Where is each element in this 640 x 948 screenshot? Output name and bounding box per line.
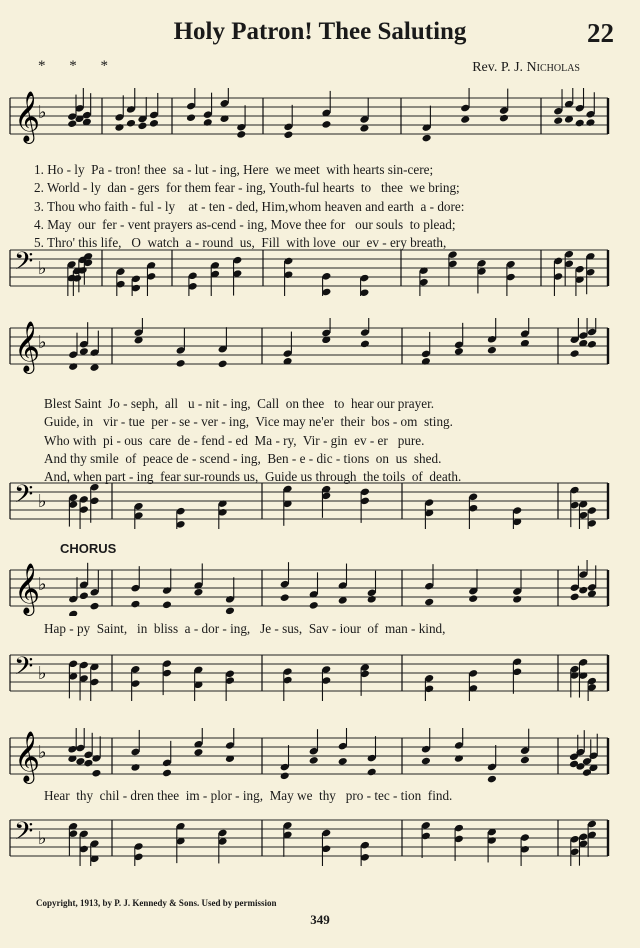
copyright-notice: Copyright, 1913, by P. J. Kennedy & Sons. Used by permission [36,898,277,908]
bass-clef-icon: 𝄢 [14,247,34,282]
treble-clef-icon: 𝄞 [14,91,41,142]
flat-key-signature-icon: ♭ [38,828,47,849]
verse-line-1b: Blest Saint Jo - seph, all u - nit - ing, Call on thee to hear our prayer. [44,396,435,412]
chorus-label: CHORUS [60,541,117,556]
author-prefix: Rev. P. J. [472,60,527,75]
hymn-title: Holy Patron! Thee Saluting [173,18,467,45]
author-credit [472,60,580,76]
flat-key-signature-icon: ♭ [38,258,47,279]
verse-line-2b: Guide, in vir - tue per - se - ver - ing, Vice may ne'er their bos - om sting. [44,414,453,430]
staff-lines [10,250,608,286]
treble-clef-icon: 𝄞 [14,563,41,614]
verse-line-5: 5. Thro' this life, O watch a - round us, Fill with love our ev - ery breath, [34,235,447,251]
bass-staff-1 [0,240,640,296]
flat-key-signature-icon: ♭ [38,574,47,595]
staff-lines [10,328,608,364]
flat-key-signature-icon: ♭ [38,742,47,763]
hymn-number: 22 [587,18,614,48]
bass-clef-icon: 𝄢 [14,652,34,687]
note-heads [68,483,597,529]
treble-staff-3 [0,560,640,616]
verse-line-4: 4. May our fer - vent prayers as-cend - ing, Move thee for our souls to plead; [34,216,456,232]
flat-key-signature-icon: ♭ [38,102,47,123]
staff-lines [10,483,608,519]
author-surname: Nicholas [526,60,580,75]
note-heads [68,820,597,866]
bass-clef-icon: 𝄢 [14,480,34,515]
flat-key-signature-icon: ♭ [38,663,47,684]
flat-key-signature-icon: ♭ [38,491,47,512]
treble-staff-4 [0,728,640,784]
verse-line-1: 1. Ho - ly Pa - tron! thee sa - lut - ing, Here we meet with hearts sin-cere; [34,162,434,178]
meter-stars: * * * [38,58,118,74]
chorus-line-1: Hap - py Saint, in bliss a - dor - ing, Je - sus, Sav - iour of man - kind, [44,621,446,636]
flat-key-signature-icon: ♭ [38,332,47,353]
chorus-line-2: Hear thy chil - dren thee im - plor - ing, May we thy pro - tec - tion find. [44,788,453,803]
bass-staff-3 [0,645,640,701]
treble-clef-icon: 𝄞 [14,731,41,782]
verse-line-5b: And, when part - ing fear sur-rounds us, Guide us through the toils of death. [44,469,462,485]
verse-line-2: 2. World - ly dan - gers for them fear - ing, Youth-ful hearts to thee we bring; [34,180,460,196]
bass-staff-4 [0,810,640,866]
verse-line-4b: And thy smile of peace de - scend - ing, Ben - e - dic - tions on us shed. [44,450,442,466]
verse-line-3: 3. Thou who faith - ful - ly at - ten - ded, Him,whom heaven and earth a - dore: [34,198,465,214]
staff-lines [10,820,608,856]
staff-lines [10,98,608,134]
bass-clef-icon: 𝄢 [14,817,34,852]
treble-clef-icon: 𝄞 [14,321,41,372]
note-heads [67,250,596,296]
treble-staff-1 [0,88,640,144]
treble-staff-2 [0,318,640,374]
bass-staff-2 [0,473,640,529]
verse-line-3b: Who with pi - ous care de - fend - ed Ma - ry, Vir - gin ev - er pure. [44,432,425,448]
page-number: 349 [310,912,330,927]
